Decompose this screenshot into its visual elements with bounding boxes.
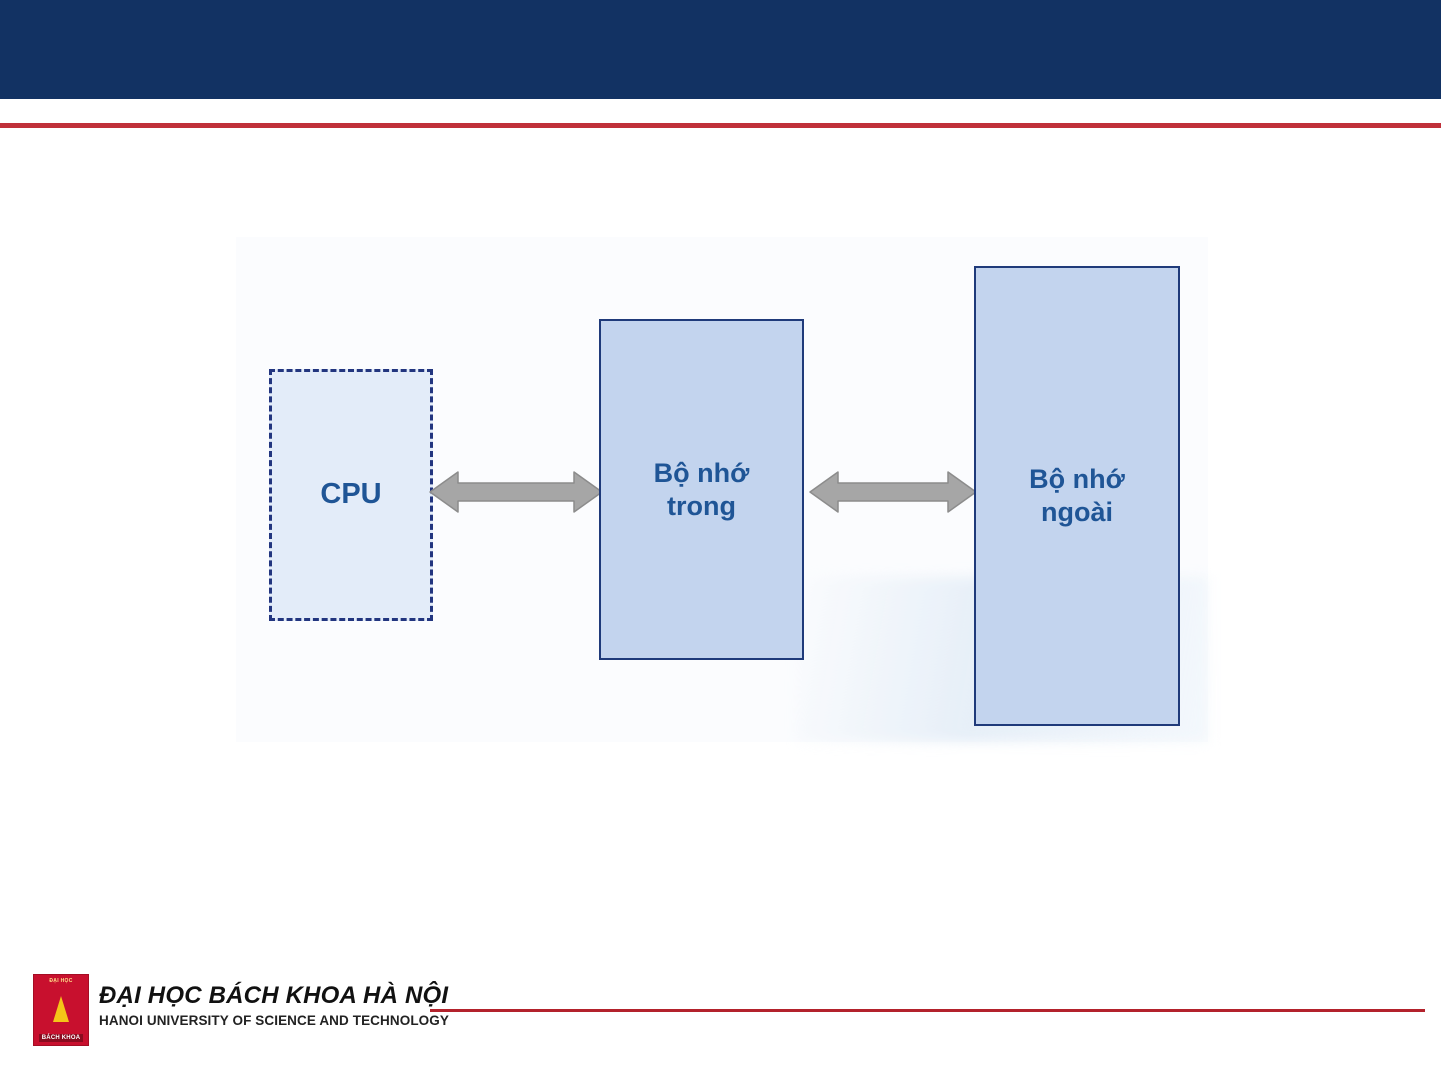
node-cpu-label: CPU [320,478,382,511]
diagram-node-internal-memory[interactable] [599,319,804,660]
node-external-memory-label-line1: Bộ nhớ [1029,464,1125,495]
node-internal-memory-label-line2: trong [667,490,736,521]
node-internal-memory-label-line1: Bộ nhớ [653,457,750,488]
memory-hierarchy-diagram [236,237,1208,742]
footer-red-rule [430,1009,1425,1012]
university-name-vi: ĐẠI HỌC BÁCH KHOA HÀ NỘI [99,982,449,1009]
banner-red-rule [0,123,1441,128]
hust-logo-icon [33,974,89,1046]
diagram-node-cpu[interactable] [269,369,433,621]
banner-underline [0,99,1441,105]
connector-cpu-internal-memory [428,464,604,520]
hust-logo-bottom-text: BÁCH KHOA [39,1034,83,1042]
university-name-en: HANOI UNIVERSITY OF SCIENCE AND TECHNOLOGY [99,1013,449,1028]
hust-logo-top-text: ĐẠI HỌC [49,978,73,984]
slide-footer [0,962,1441,1081]
connector-internal-external-memory [808,464,978,520]
diagram-node-external-memory[interactable] [974,266,1180,726]
node-external-memory-label-line2: ngoài [1041,497,1113,527]
hust-logo-flame-icon [53,996,69,1022]
top-banner [0,0,1441,99]
